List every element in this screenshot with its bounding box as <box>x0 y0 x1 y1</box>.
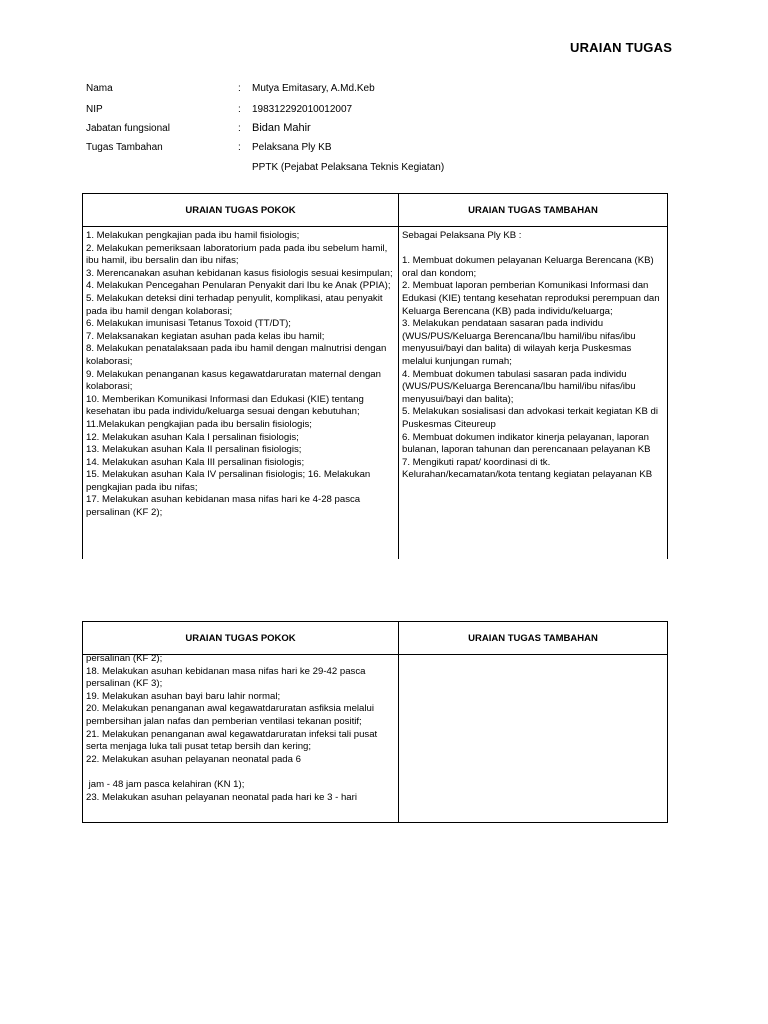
task-item: 15. Melakukan asuhan Kala IV persalinan fisiologis; 16. Melakukan pengkajian pada ibu nifas; <box>86 469 371 493</box>
info-value: 198312292010012007 <box>252 104 353 115</box>
task-item: 12. Melakukan asuhan Kala I persalinan fisiologis; <box>86 431 299 443</box>
task-item: 7. Melaksanakan kegiatan asuhan pada kelas ibu hamil; <box>86 330 325 342</box>
task-line: jam - 48 jam pasca kelahiran (KN 1); <box>86 778 245 790</box>
task-item: 5. Melakukan deteksi dini terhadap penyulit, komplikasi, atau penyakit pada ibu hamil dengan kolaborasi; <box>86 292 383 317</box>
task-item: 21. Melakukan penanganan awal kegawatdaruratan infeksi tali pusat serta menjaga luka tali pusat tetap bersih dan kering; <box>86 728 378 753</box>
additional-item: 2. Membuat laporan pemberian Komunikasi Informasi dan Edukasi (KIE) tentang kesehatan reproduksi perempuan dan Keluarga Berencana (KB) pada individu/keluarga; <box>402 280 660 317</box>
tugas-pokok-column <box>83 653 399 822</box>
info-value: Pelaksana Ply KB <box>252 142 332 153</box>
info-colon: : <box>238 104 241 115</box>
info-value: Mutya Emitasary, A.Md.Keb <box>252 83 375 94</box>
task-item: 19. Melakukan asuhan bayi baru lahir normal; <box>86 690 281 702</box>
additional-item: 5. Melakukan sosialisasi dan advokasi terkait kegiatan KB di Puskesmas Citeureup <box>402 406 658 430</box>
header-tugas-tambahan: URAIAN TUGAS TAMBAHAN <box>399 194 667 227</box>
task-item: 8. Melakukan penatalaksaan pada ibu hamil dengan malnutrisi dengan kolaborasi; <box>86 343 387 367</box>
additional-item: 4. Membuat dokumen tabulasi sasaran pada individu (WUS/PUS/Keluarga Berencana/Ibu hamil/ibu nifas/ibu menyusui/bayi dan balita); <box>402 368 636 405</box>
additional-intro: Sebagai Pelaksana Ply KB : <box>402 230 522 241</box>
info-extra-value: PPTK (Pejabat Pelaksana Teknis Kegiatan) <box>252 162 445 173</box>
task-item: 11.Melakukan pengkajian pada ibu bersalin fisiologis; <box>86 418 312 430</box>
info-label: Tugas Tambahan <box>86 142 163 153</box>
additional-item: 3. Melakukan pendataan sasaran pada individu (WUS/PUS/Keluarga Berencana/Ibu hamil/ibu nifas/ibu menyusui/bayi dan balita) di wilayah kerja Puskesmas melalui kunjungan rumah; <box>402 318 636 367</box>
header-tugas-pokok: URAIAN TUGAS POKOK <box>83 194 399 227</box>
task-item: 23. Melakukan asuhan pelayanan neonatal pada hari ke 3 - hari <box>86 791 357 803</box>
task-item: 13. Melakukan asuhan Kala II persalinan fisiologis; <box>86 444 302 456</box>
task-item: 18. Melakukan asuhan kebidanan masa nifas hari ke 29-42 pasca persalinan (KF 3); <box>86 665 366 690</box>
additional-item: 1. Membuat dokumen pelayanan Keluarga Berencana (KB) oral dan kondom; <box>402 255 654 279</box>
header-tugas-tambahan: URAIAN TUGAS TAMBAHAN <box>399 622 667 655</box>
info-colon: : <box>238 123 241 134</box>
document-title: URAIAN TUGAS <box>570 40 673 55</box>
info-value: Bidan Mahir <box>252 122 311 134</box>
info-label: Jabatan fungsional <box>86 123 170 134</box>
header-tugas-pokok: URAIAN TUGAS POKOK <box>83 622 399 655</box>
tasks-table-2 <box>82 621 668 823</box>
task-item: 2. Melakukan pemeriksaan laboratorium pada pada ibu sebelum hamil, ibu hamil, ibu bersalin dan ibu nifas; <box>86 242 388 267</box>
task-item: 20. Melakukan penanganan awal kegawatdaruratan asfiksia melalui pembersihan jalan nafas dan pemberian ventilasi tekanan positif; <box>86 703 374 727</box>
task-item: 1. Melakukan pengkajian pada ibu hamil fisiologis; <box>86 230 300 241</box>
info-colon: : <box>238 142 241 153</box>
task-item: 4. Melakukan Pencegahan Penularan Penyakit dari Ibu ke Anak (PPIA); <box>86 280 391 292</box>
task-item: 3. Merencanakan asuhan kebidanan kasus fisiologis sesuai kesimpulan; <box>86 267 393 279</box>
tugas-tambahan-column <box>399 227 667 559</box>
info-colon: : <box>238 83 241 94</box>
info-label: NIP <box>86 104 103 115</box>
task-item: 6. Melakukan imunisasi Tetanus Toxoid (TT/DT); <box>86 318 291 330</box>
additional-item: 6. Membuat dokumen indikator kinerja pelayanan, laporan bulanan, laporan tahunan dan perencanaan pelayanan KB <box>402 431 651 456</box>
task-item: 14. Melakukan asuhan Kala III persalinan fisiologis; <box>86 456 305 468</box>
additional-item: 7. Mengikuti rapat/ koordinasi di tk. Kelurahan/kecamatan/kota tentang kegiatan pelayanan KB <box>402 456 653 481</box>
tugas-tambahan-column <box>399 655 667 822</box>
task-item: 9. Melakukan penanganan kasus kegawatdaruratan maternal dengan kolaborasi; <box>86 368 381 393</box>
tugas-pokok-column <box>83 227 399 559</box>
task-item: 22. Melakukan asuhan pelayanan neonatal pada 6 <box>86 753 301 765</box>
task-item: 10. Memberikan Komunikasi Informasi dan Edukasi (KIE) tentang kesehatan ibu pada individu/keluarga sesuai dengan kebutuhan; <box>86 393 364 418</box>
tasks-table-1 <box>82 193 668 559</box>
task-item: 17. Melakukan asuhan kebidanan masa nifas hari ke 4-28 pasca persalinan (KF 2); <box>86 494 361 519</box>
task-line: persalinan (KF 2); <box>86 653 163 664</box>
info-label: Nama <box>86 83 113 94</box>
